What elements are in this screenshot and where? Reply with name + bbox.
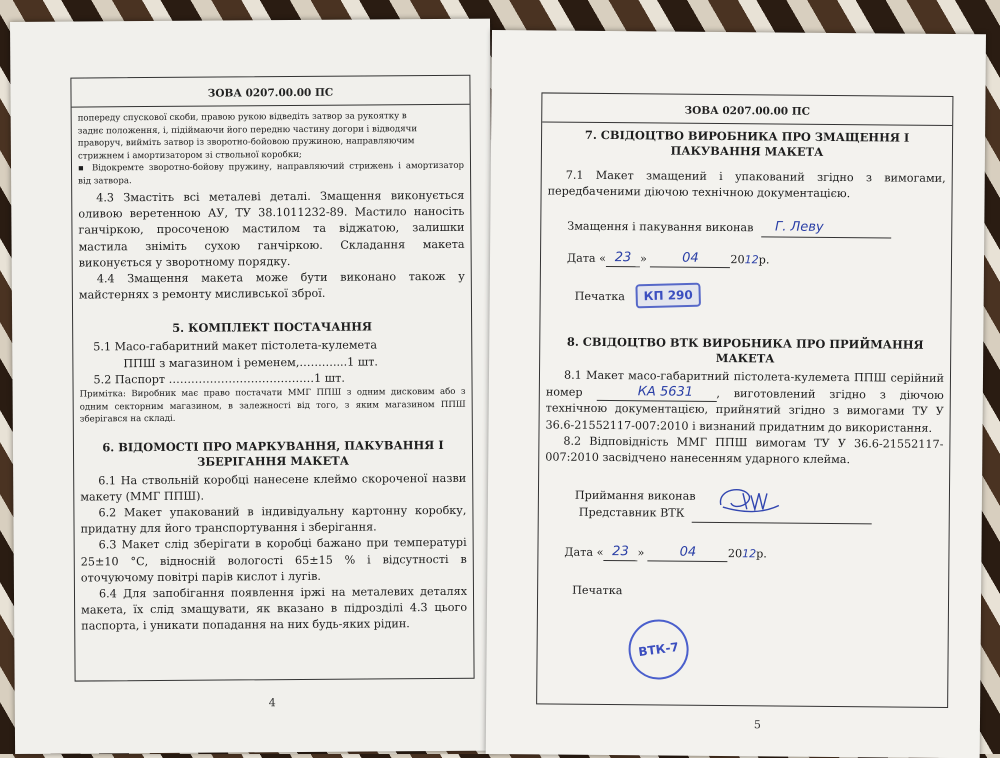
paragraph-8-1	[545, 368, 944, 437]
date1-month: 04	[682, 250, 699, 266]
vtk-signature	[713, 483, 783, 518]
item-5-1-a: 5.1 Масо-габаритний макет пістолета-кулемета	[93, 338, 378, 354]
intro-line-2: заднє положення, і, підіймаючи його передню частину догори і відводячи	[77, 123, 418, 137]
intro-line-4: стрижнем і амортизатором зі ствольної коробки;	[77, 149, 302, 162]
section-7-title: 7. СВІДОЦТВО ВИРОБНИКА ПРО ЗМАЩЕННЯ І ПАКУВАННЯ МАКЕТА	[584, 127, 910, 159]
date1-month-line	[650, 250, 730, 268]
left-header: ЗОВА 0207.00.00 ПС	[207, 86, 334, 100]
stamp-row-2	[544, 582, 942, 602]
left-page-number: 4	[268, 696, 276, 710]
section-6-title: 6. ВІДОМОСТІ ПРО МАРКУВАННЯ, ПАКУВАННЯ І ЗБЕРІГАННЯ МАКЕТА	[102, 437, 444, 469]
left-page-frame	[70, 75, 474, 682]
section-5-title: 5. КОМПЛЕКТ ПОСТАЧАННЯ	[172, 319, 373, 336]
packed-by-signature: Г. Леву	[774, 219, 824, 236]
left-header-rule	[72, 104, 470, 108]
right-page-frame	[536, 92, 953, 708]
stamp-kp-290: КП 290	[635, 283, 701, 309]
right-header: ЗОВА 0207.00.00 ПС	[684, 104, 811, 118]
date2-year-prefix: 20	[727, 546, 743, 560]
paragraph-6-2: 6.2 Макет упакований в індивідуальну картонну коробку, придатну для його транспортування і зберігання.	[80, 503, 467, 536]
date1-close-quote: »	[639, 251, 647, 265]
paragraph-4-3: 4.3 Змастіть всі металеві деталі. Змащення виконується оливою веретенною АУ, ТУ 38.1011232-89. Мастило наносіть ганчіркою, просоченою мастилом та віджатою, залишки мастила зніміть сухою ганчіркою. Складання макета виконується у зворотному порядку.	[78, 188, 465, 270]
date2-day-line	[603, 544, 637, 561]
date-row-2	[544, 543, 942, 564]
intro-line-1: попереду спускової скоби, правою рукою відведіть затвор за рукоятку в	[77, 111, 407, 124]
date2-year-suffix: р.	[756, 546, 767, 561]
serial-number-line	[596, 384, 716, 402]
paragraph-6-4: 6.4 Для запобігання появлення іржі на металевих деталях макета, їх слід змащувати, як вказано в підрозділі 4.3 цього паспорта, і уникати попадання на них будь-яких рідин.	[81, 584, 468, 633]
packed-by-label: Змащення і пакування виконав	[567, 220, 754, 235]
date2-close-quote: »	[637, 545, 645, 559]
left-page	[10, 19, 495, 754]
date-label-2: Дата «	[564, 545, 604, 559]
paragraph-8-1-end: , виготовлений згідно з діючою технічною документацією, прийнятий згідно з вимогами ТУ У 36.6-21552117-007:2010 і визнаний придатним до використання.	[545, 387, 944, 435]
date1-day: 23	[614, 249, 632, 265]
right-page-number: 5	[753, 718, 762, 732]
note: Примітка: Виробник має право постачати ММГ ППШ з одним дисковим або з одним секторним магазином, в залежності від того, з яким магазином ППШ зберігався на складі.	[79, 386, 466, 425]
date2-day: 23	[612, 543, 629, 559]
packed-by-row	[547, 218, 945, 239]
date1-year-prefix: 20	[730, 252, 745, 266]
paragraph-4-4: 4.4 Змащення макета може бути виконано також у майстернях з ремонту мисливської зброї.	[78, 269, 465, 302]
date2-year-hand: 12	[742, 546, 757, 560]
date-label-1: Дата «	[566, 251, 607, 265]
section-8-title: 8. СВІДОЦТВО ВТК ВИРОБНИКА ПРО ПРИЙМАННЯ МАКЕТА	[566, 334, 924, 366]
item-5-2: 5.2 Паспорт …………………………………1 шт.	[93, 371, 345, 387]
item-5-1-b: ППШ з магазином і ременем,………....1 шт.	[123, 355, 379, 370]
paragraph-8-1-start: 8.1 Макет масо-габаритний пістолета-кулемета ППШ серійний номер	[545, 368, 945, 400]
date1-day-line	[606, 250, 640, 267]
intro-line-3: праворуч, вийміть затвор із зворотно-бойовою пружиною, направляючим	[77, 136, 415, 149]
right-header-rule	[542, 121, 952, 126]
right-page	[486, 30, 986, 758]
stamp-label-1: Печатка	[574, 289, 626, 303]
acceptance-block	[545, 488, 943, 525]
bullet-item: ▪ Відокремте зворотно-бойову пружину, направляючий стрижень і амортизатор від затвора.	[78, 160, 464, 188]
serial-number: КА 5631	[637, 384, 694, 400]
stamp-row-1	[547, 288, 945, 308]
stamp-vtk-7: ВТК-7	[625, 616, 692, 683]
paragraph-8-2: 8.2 Відповідність ММГ ППШ вимогам ТУ У 36.6-21552117-007:2010 засвідчено нанесенням ударного клейма.	[545, 434, 944, 467]
paragraph-6-3: 6.3 Макет слід зберігати в коробці бажано при температурі 25±10 °С, відносній вологості 65±15 % і відсутності в оточуючому повітрі парів кислот і лугів.	[80, 536, 467, 585]
paragraph-7-1: 7.1 Макет змащений і упакований згідно з вимогами, передбаченими діючою технічною документацією.	[547, 168, 946, 201]
date-row-1	[547, 249, 945, 270]
date2-month: 04	[679, 544, 697, 560]
accept-label-2: Представник ВТК	[578, 506, 685, 521]
date1-year-hand: 12	[744, 252, 759, 266]
packed-by-signature-line	[761, 220, 891, 238]
date1-year-suffix: р.	[758, 252, 770, 267]
stamp-label-2: Печатка	[572, 583, 623, 598]
date2-month-line	[648, 544, 728, 562]
right-content	[544, 127, 946, 602]
left-content	[78, 110, 468, 635]
paragraph-6-1: 6.1 На ствольній коробці нанесене клеймо скороченої назви макету (ММГ ППШ).	[80, 471, 467, 504]
accept-label-1: Приймання виконав	[574, 488, 696, 504]
